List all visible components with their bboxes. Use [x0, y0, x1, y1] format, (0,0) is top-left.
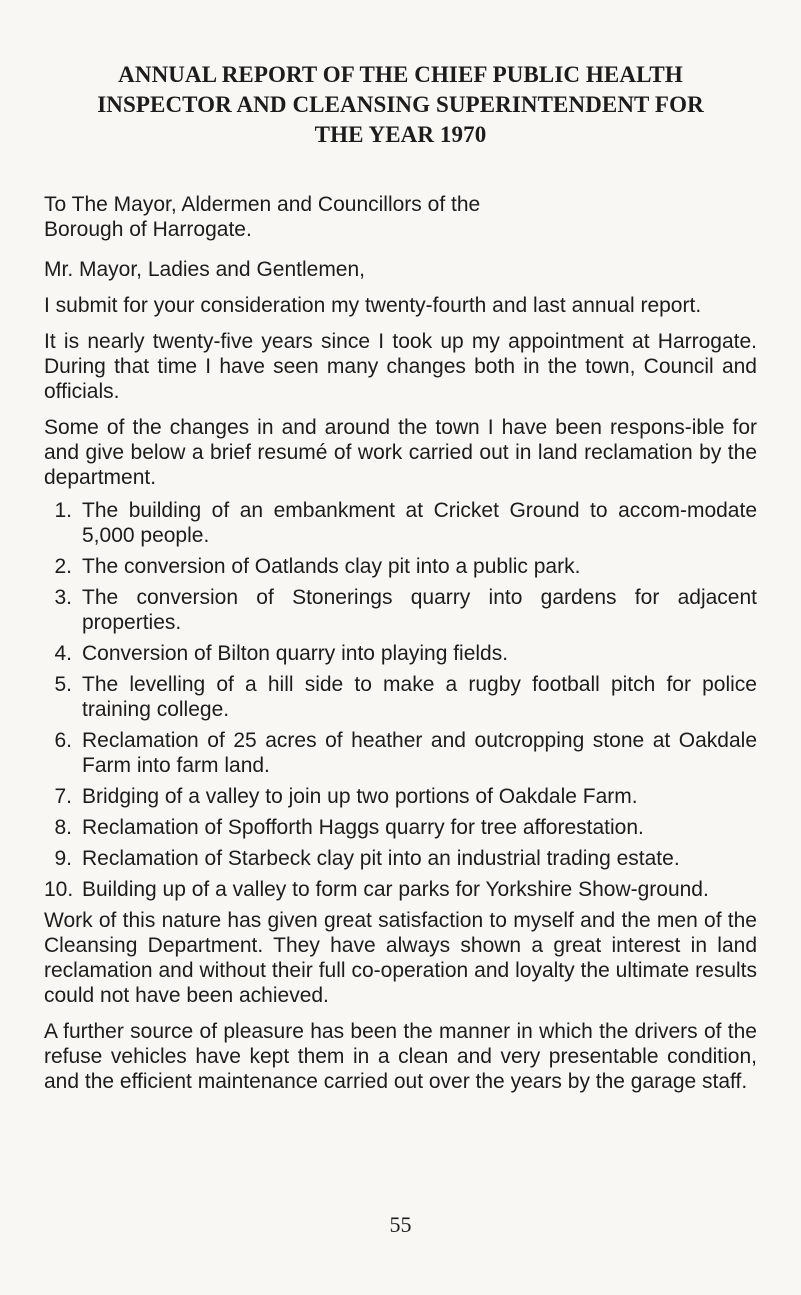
title-line: THE YEAR 1970	[314, 122, 487, 147]
list-number: 3.	[54, 586, 72, 609]
list-number: 5.	[54, 673, 72, 696]
salutation: Mr. Mayor, Ladies and Gentlemen,	[44, 258, 365, 281]
list-item	[44, 815, 757, 840]
list-text: Reclamation of 25 acres of heather and outcropping stone at Oakdale Farm into farm land.	[82, 729, 757, 777]
list-text: Conversion of Bilton quarry into playing fields.	[82, 642, 509, 665]
title-line: INSPECTOR AND CLEANSING SUPERINTENDENT FOR	[97, 92, 704, 117]
list-text: The levelling of a hill side to make a rugby football pitch for police training college.	[82, 673, 757, 721]
list-item	[44, 846, 757, 871]
list-item	[44, 498, 757, 548]
list-item	[44, 877, 757, 902]
list-item	[44, 728, 757, 778]
list-number: 2.	[54, 555, 72, 578]
list-text: The conversion of Oatlands clay pit into a public park.	[82, 555, 581, 578]
list-number: 6.	[54, 729, 72, 752]
addressee-line: Borough of Harrogate.	[44, 218, 252, 241]
list-item	[44, 641, 757, 666]
list-text: Building up of a valley to form car parks for Yorkshire Show-ground.	[82, 878, 709, 901]
list-text: The building of an embankment at Cricket Ground to accom-modate 5,000 people.	[82, 499, 757, 547]
list-number: 10.	[44, 878, 74, 901]
list-number: 9.	[54, 847, 72, 870]
list-number: 4.	[54, 642, 72, 665]
closing-paragraph: A further source of pleasure has been the manner in which the drivers of the refuse vehicles have kept them in a clean and very presentable condition, and the efficient maintenance carried out over the years by the garage staff.	[44, 1020, 757, 1093]
page-number: 55	[389, 1212, 412, 1237]
addressee	[44, 192, 757, 242]
list-item	[44, 784, 757, 809]
list-text: Reclamation of Spofforth Haggs quarry for tree afforestation.	[82, 816, 644, 839]
body-paragraph: I submit for your consideration my twenty-fourth and last annual report.	[44, 294, 702, 317]
list-number: 8.	[54, 816, 72, 839]
closing-paragraph: Work of this nature has given great satisfaction to myself and the men of the Cleansing Department. They have always shown a great interest in land reclamation and without their full co-operation and loyalty the ultimate results could not have been achieved.	[44, 909, 757, 1007]
list-item	[44, 585, 757, 635]
list-item	[44, 672, 757, 722]
addressee-line: To The Mayor, Aldermen and Councillors of the	[44, 193, 481, 216]
list-number: 1.	[54, 499, 72, 522]
list-number: 7.	[54, 785, 72, 808]
list-text: Reclamation of Starbeck clay pit into an industrial trading estate.	[82, 847, 680, 870]
list-item	[44, 554, 757, 579]
list-text: The conversion of Stonerings quarry into gardens for adjacent properties.	[82, 586, 757, 634]
body-paragraph: It is nearly twenty-five years since I took up my appointment at Harrogate. During that time I have seen many changes both in the town, Council and officials.	[44, 330, 757, 403]
reclamation-list	[44, 498, 757, 902]
list-text: Bridging of a valley to join up two portions of Oakdale Farm.	[82, 785, 638, 808]
title-line: ANNUAL REPORT OF THE CHIEF PUBLIC HEALTH	[118, 62, 683, 87]
report-title	[44, 60, 757, 150]
body-paragraph: Some of the changes in and around the town I have been respons-ible for and give below a brief resumé of work carried out in land reclamation by the department.	[44, 416, 757, 489]
